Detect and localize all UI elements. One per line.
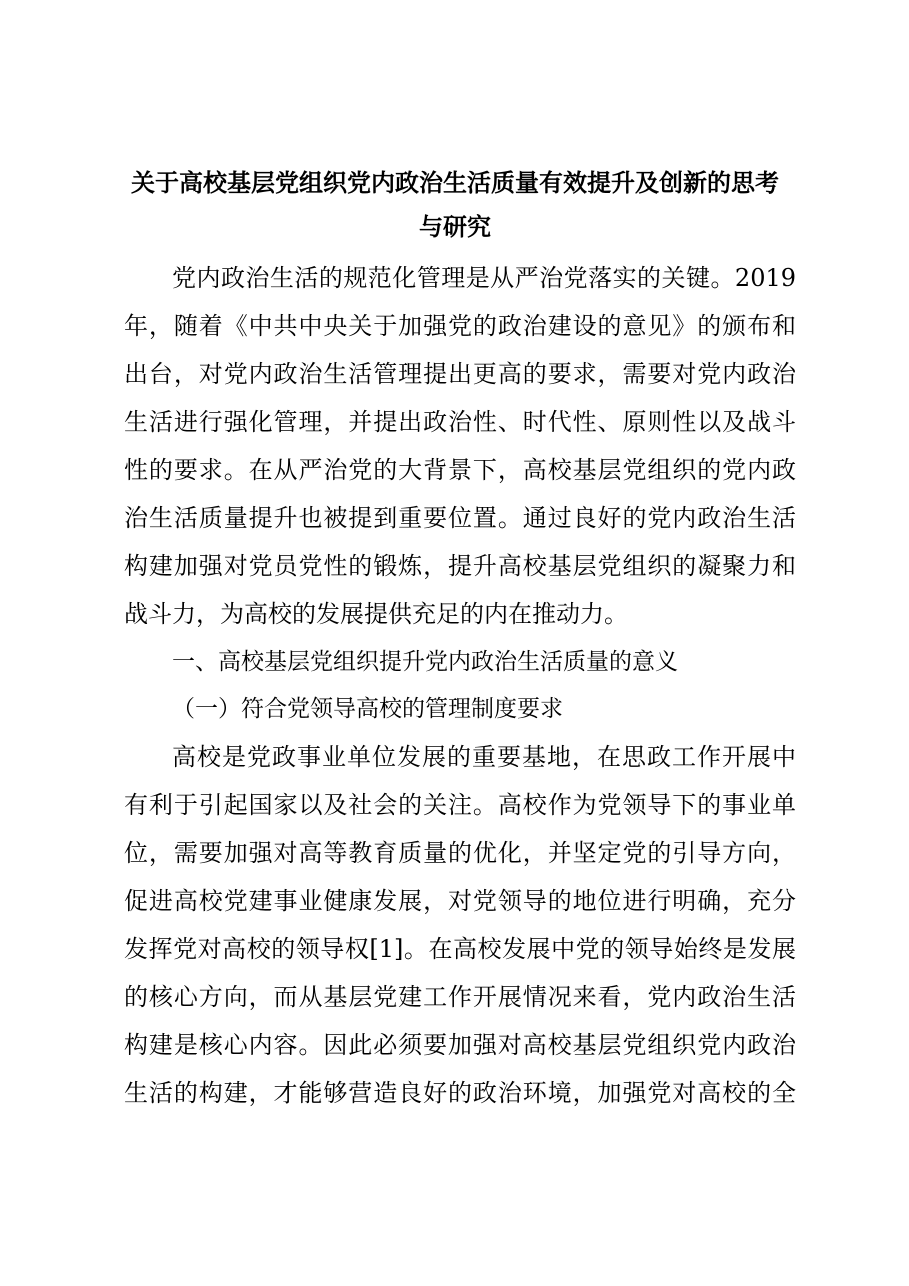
paragraph-line: 有利于引起国家以及社会的关注。高校作为党领导下的事业单 [124,791,796,819]
paragraph-line: 的核心方向，而从基层党建工作开展情况来看，党内政治生活 [124,983,796,1011]
paragraph-line: 构建是核心内容。因此必须要加强对高校基层党组织党内政治 [124,1031,796,1059]
paragraph-line: 构建加强对党员党性的锻炼，提升高校基层党组织的凝聚力和 [124,552,796,580]
paragraph-line: 出台，对党内政治生活管理提出更高的要求，需要对党内政治 [124,360,796,388]
paragraph-line: 生活的构建，才能够营造良好的政治环境，加强党对高校的全 [124,1079,796,1107]
document-title-line-1: 关于高校基层党组织党内政治生活质量有效提升及创新的思考 [131,168,779,197]
paragraph-line: 战斗力，为高校的发展提供充足的内在推动力。 [124,600,628,628]
paragraph-line: 促进高校党建事业健康发展，对党领导的地位进行明确，充分 [124,887,796,915]
paragraph-line: 治生活质量提升也被提到重要位置。通过良好的党内政治生活 [124,504,796,532]
paragraph-line: 高校是党政事业单位发展的重要基地，在思政工作开展中 [172,743,796,771]
paragraph-line: 性的要求。在从严治党的大背景下，高校基层党组织的党内政 [124,456,796,484]
paragraph-line: 党内政治生活的规范化管理是从严治党落实的关键。2019 [172,264,796,292]
subsection-heading: （一）符合党领导高校的管理制度要求 [172,696,563,722]
paragraph-line: 生活进行强化管理，并提出政治性、时代性、原则性以及战斗 [124,408,796,436]
paragraph-line: 发挥党对高校的领导权[1]。在高校发展中党的领导始终是发展 [124,935,796,963]
section-heading: 一、高校基层党组织提升党内政治生活质量的意义 [172,649,678,675]
document-title-line-2: 与研究 [419,212,491,241]
paragraph-line: 位，需要加强对高等教育质量的优化，并坚定党的引导方向， [124,839,796,867]
paragraph-line: 年，随着《中共中央关于加强党的政治建设的意见》的颁布和 [124,312,796,340]
